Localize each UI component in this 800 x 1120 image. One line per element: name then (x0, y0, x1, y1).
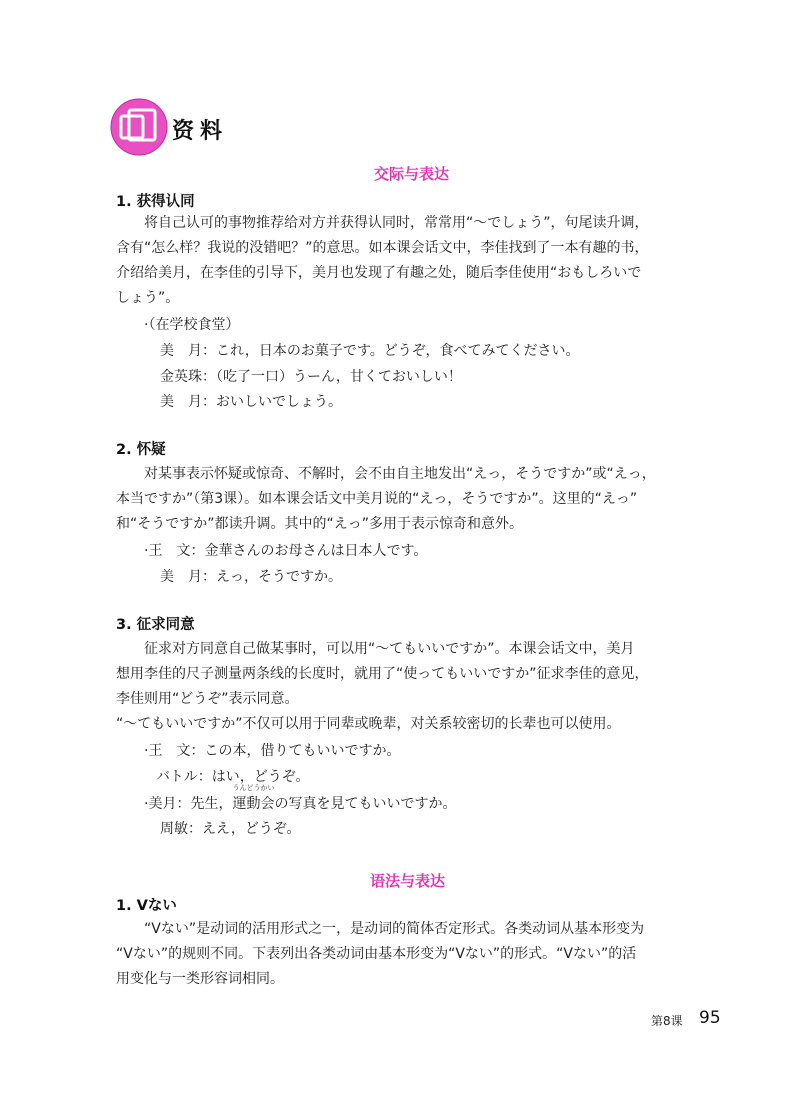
paragraph-line: “Vない”的规则不同。下表列出各类动词由基本形变为“Vない”的形式。“Vない”的活 (116, 946, 637, 962)
paragraph-line: 征求对方同意自己做某事时，可以用“～てもいいですか”。本课会话文中，美月 (144, 641, 635, 657)
subsection-title: 2. 怀疑 (116, 442, 166, 458)
subsection-title: 1. 获得认同 (116, 194, 195, 210)
page-number: 95 (699, 1008, 721, 1028)
paragraph-line: 含有“怎么样？我说的没错吧？”的意思。如本课会话文中，李佳找到了一本有趣的书， (116, 240, 649, 256)
paragraph-line: 介绍给美月，在李佳的引导下，美月也发现了有趣之处，随后李佳使用“おもしろいで (116, 265, 642, 281)
paragraph-line: 对某事表示怀疑或惊奇、不解时，会不由自主地发出“えっ，そうですか”或“えっ， (144, 466, 656, 482)
dialogue-line: 美 月：これ，日本のお菓子です。どうぞ，食べてみてください。 (160, 343, 580, 359)
subsection-title: 1. Vない (116, 898, 177, 914)
paragraph-line: 李佳则用“どうぞ”表示同意。 (116, 691, 299, 707)
ruby-reading: うんどうかい (232, 784, 275, 792)
paragraph-line: “Vない”是动词的活用形式之一，是动词的简体否定形式。各类动词从基本形变为 (144, 921, 645, 937)
dialogue-line: バトル：はい，どうぞ。 (156, 769, 310, 785)
paragraph-line: しょう”。 (116, 290, 180, 306)
dialogue-line: ·王 文：金華さんのお母さんは日本人です。 (144, 543, 428, 559)
textbook-page: 资料 交际与表达 1. 获得认同 将自己认可的事物推荐给对方并获得认同时，常常用“～でしょう”，句尾读升调， 含有“怎么样？我说的没错吧？”的意思。如本课会话文中，李佳找到了一本有趣的书， 介绍给美月，在李佳的引导下，美月也发现了有趣之处，随后李佳使用“おもしろいで しょう”。 ·（在学校食堂） 美 月：これ，日本のお菓子です。どうぞ，食べてみてください。 金英珠：（吃了一口）うーん，甘くておいしい！ 美 月：おいしいでしょう。 2. 怀疑 对某事表示怀疑或惊奇、不解时，会不由自主地发出“えっ，そうですか”或“えっ， 本当ですか”（第3课）。如本课会话文中美月说的“えっ，そうですか”。这里的“えっ” 和“そうですか”都读升调。其中的“えっ”多用于表示惊奇和意外。 ·王 文：金華さんのお母さんは日本人です。 美 月：えっ，そうですか。 3. 征求同意 征求对方同意自己做某事时，可以用“～てもいいですか”。本课会话文中，美月 想用李佳的尺子测量两条线的长度时，就用了“使ってもいいですか”征求李佳的意见， 李佳则用“どうぞ”表示同意。 “～てもいいですか”不仅可以用于同辈或晚辈，对关系较密切的长辈也可以使用。 ·王 文：この本，借りてもいいですか。 バトル：はい，どうぞ。 ·美月：先生， うんどうかい 運動会の写真を見てもいいですか。 周敏：ええ，どうぞ。 语法与表达 1. Vない “Vない”是动词的活用形式之一，是动词的简体否定形式。各类动词从基本形变为 “Vない”的规则不同。下表列出各类动词由基本形变为“Vない”的形式。“Vない”的活 用变化与一类形容词相同。 第8课 95 (0, 0, 800, 1120)
paragraph-line: 本当ですか”（第3课）。如本课会话文中美月说的“えっ，そうですか”。这里的“えっ” (116, 491, 638, 507)
paragraph-line: 用变化与一类形容词相同。 (116, 971, 284, 987)
dialogue-line: ·王 文：この本，借りてもいいですか。 (144, 743, 401, 759)
dialogue-line: 美 月：おいしいでしょう。 (160, 394, 342, 410)
paragraph-line: 想用李佳的尺子测量两条线的长度时，就用了“使ってもいいですか”征求李佳的意见， (116, 666, 649, 682)
dialogue-line: 周敏：ええ，どうぞ。 (160, 821, 301, 837)
example-context: ·（在学校食堂） (144, 317, 240, 333)
subsection-title: 3. 征求同意 (116, 617, 195, 633)
dialogue-line-with-ruby: ·美月：先生， うんどうかい 運動会の写真を見てもいいですか。 (144, 784, 457, 812)
note-line: “～てもいいですか”不仅可以用于同辈或晚辈，对关系较密切的长辈也可以使用。 (116, 716, 621, 732)
paragraph-line: 将自己认可的事物推荐给对方并获得认同时，常常用“～でしょう”，句尾读升调， (144, 215, 649, 231)
dialogue-line: 美 月：えっ，そうですか。 (160, 569, 342, 585)
dialogue-line: 金英珠：（吃了一口）うーん，甘くておいしい！ (160, 369, 462, 385)
folder-icon (110, 98, 168, 156)
page-header-title: 资料 (172, 119, 229, 144)
paragraph-line: 和“そうですか”都读升调。其中的“えっ”多用于表示惊奇和意外。 (116, 516, 524, 532)
lesson-label: 第8课 (651, 1014, 683, 1028)
ruby-annotated-word: うんどうかい 運動会 (232, 784, 275, 812)
